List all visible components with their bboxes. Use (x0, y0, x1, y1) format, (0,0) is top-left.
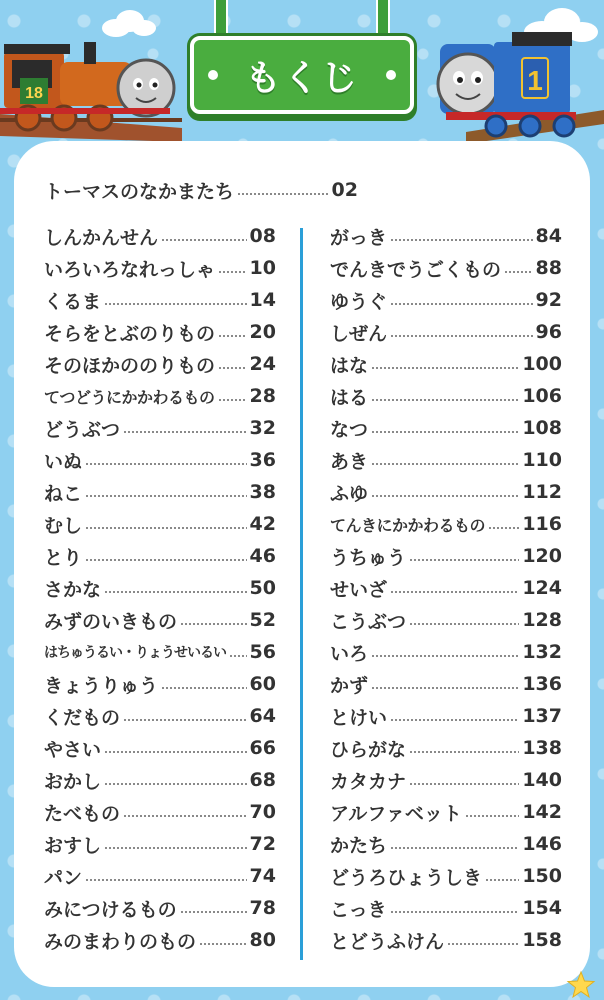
sign-dot-left (208, 70, 218, 80)
toc-entry-page: 02 (331, 179, 358, 201)
toc-entry-title: どうろひょうしき (330, 866, 483, 889)
dotted-leader (161, 239, 247, 241)
toc-entry-page: 112 (522, 481, 562, 503)
dotted-leader (504, 271, 533, 273)
toc-entry-title: ふゆ (330, 482, 369, 505)
toc-entry[interactable] (330, 348, 562, 380)
dotted-leader (123, 719, 247, 721)
toc-entry-page: 138 (522, 737, 562, 759)
toc-entry-page: 08 (249, 225, 276, 247)
toc-entry-page: 24 (249, 353, 276, 375)
toc-entry-title: みのまわりのもの (44, 930, 197, 953)
dotted-leader (371, 687, 519, 689)
toc-entry-page: 92 (535, 289, 562, 311)
page-title: もくじ (244, 57, 359, 99)
sign-dot-right (386, 70, 396, 80)
toc-entry-title: なつ (330, 418, 369, 441)
dotted-leader (85, 559, 247, 561)
toc-entry-title: おかし (44, 770, 102, 793)
dotted-leader (409, 751, 519, 753)
toc-entry[interactable] (330, 892, 562, 924)
toc-entry[interactable] (330, 828, 562, 860)
toc-entry-title: みにつけるもの (44, 898, 177, 921)
toc-entry[interactable] (330, 316, 562, 348)
toc-entry-title: きょうりゅう (44, 674, 159, 697)
toc-entry-page: 36 (249, 449, 276, 471)
dotted-leader (371, 463, 519, 465)
toc-entry[interactable] (44, 220, 276, 252)
toc-entry[interactable] (330, 668, 562, 700)
toc-entry[interactable] (44, 636, 276, 668)
toc-entry[interactable] (44, 796, 276, 828)
toc-entry-title: トーマスのなかまたち (44, 180, 235, 203)
toc-entry[interactable] (330, 252, 562, 284)
toc-entry-page: 84 (535, 225, 562, 247)
dotted-leader (85, 463, 247, 465)
toc-entry[interactable] (330, 540, 562, 572)
dotted-leader (390, 335, 533, 337)
toc-entry-page: 32 (249, 417, 276, 439)
toc-entry-title: しんかんせん (44, 226, 159, 249)
toc-entry-title: くだもの (44, 706, 121, 729)
toc-entry-title: はな (330, 354, 369, 377)
dotted-leader (371, 399, 519, 401)
toc-entry-page: 80 (249, 929, 276, 951)
dotted-leader (371, 655, 519, 657)
toc-entry-intro[interactable] (44, 174, 358, 206)
toc-entry-title: とけい (330, 706, 388, 729)
toc-entry[interactable] (44, 508, 276, 540)
toc-entry-title: せいざ (330, 578, 388, 601)
toc-entry-title: がっき (330, 226, 388, 249)
dotted-leader (85, 495, 247, 497)
toc-entry[interactable] (44, 764, 276, 796)
dotted-leader (465, 815, 519, 817)
left-engine-number: 18 (25, 85, 43, 102)
dotted-leader (180, 623, 247, 625)
dotted-leader (180, 911, 247, 913)
dotted-leader (104, 847, 247, 849)
dotted-leader (85, 879, 247, 881)
toc-entry[interactable] (330, 444, 562, 476)
dotted-leader (390, 591, 519, 593)
toc-entry-title: みずのいきもの (44, 610, 178, 633)
toc-entry[interactable] (44, 828, 276, 860)
toc-entry-title: こうぶつ (330, 610, 407, 633)
star-icon (566, 970, 596, 1000)
toc-entry-title: いぬ (44, 450, 83, 473)
toc-entry-title: あき (330, 450, 369, 473)
toc-entry-page: 137 (522, 705, 562, 727)
toc-entry-title: どうぶつ (44, 418, 121, 441)
toc-entry-title: はちゅうるい・りょうせいるい (44, 645, 226, 661)
toc-entry-page: 100 (522, 353, 562, 375)
toc-entry-title: とり (44, 546, 83, 569)
toc-entry-title: さかな (44, 578, 102, 601)
toc-entry[interactable] (44, 700, 276, 732)
dotted-leader (161, 687, 247, 689)
toc-entry-page: 124 (522, 577, 562, 599)
toc-entry-title: こっき (330, 898, 387, 921)
dotted-leader (199, 943, 247, 945)
toc-entry-page: 64 (249, 705, 276, 727)
dotted-leader (390, 719, 519, 721)
toc-entry[interactable] (330, 636, 562, 668)
toc-entry[interactable] (44, 348, 276, 380)
toc-entry[interactable] (44, 860, 276, 892)
dotted-leader (485, 879, 519, 881)
toc-entry-title: はる (330, 386, 369, 409)
toc-entry-page: 110 (522, 449, 562, 471)
dotted-leader (123, 815, 247, 817)
toc-entry[interactable] (44, 444, 276, 476)
toc-entry-title: そらをとぶのりもの (44, 322, 216, 345)
toc-entry-page: 96 (535, 321, 562, 343)
toc-entry[interactable] (44, 572, 276, 604)
dotted-leader (409, 783, 519, 785)
toc-entry-page: 108 (522, 417, 562, 439)
toc-entry-title: かず (330, 674, 369, 697)
toc-entry-page: 10 (249, 257, 276, 279)
toc-entry[interactable] (44, 316, 276, 348)
toc-entry[interactable] (330, 732, 562, 764)
toc-entry-title: アルファベット (330, 802, 462, 825)
toc-entry-title: ゆうぐ (330, 290, 388, 313)
dotted-leader (390, 911, 520, 913)
toc-entry[interactable] (330, 796, 562, 828)
right-engine-number: 1 (527, 65, 543, 96)
toc-entry[interactable] (330, 380, 562, 412)
toc-entry-page: 20 (249, 321, 276, 343)
column-divider (300, 228, 303, 960)
toc-entry-title: てつどうにかかわるもの (44, 387, 215, 407)
dotted-leader (237, 193, 329, 195)
toc-entry-page: 78 (249, 897, 276, 919)
toc-entry[interactable] (330, 476, 562, 508)
dotted-leader (447, 943, 519, 945)
toc-entry-page: 106 (522, 385, 562, 407)
toc-entry-title: たべもの (44, 802, 121, 825)
toc-entry-title: かたち (330, 834, 388, 857)
dotted-leader (371, 367, 519, 369)
toc-entry[interactable] (44, 924, 276, 956)
toc-entry-page: 150 (522, 865, 562, 887)
toc-entry[interactable] (44, 668, 276, 700)
toc-entry-title: うちゅう (330, 546, 407, 569)
toc-entry-title: しぜん (330, 322, 388, 345)
toc-entry-page: 60 (249, 673, 276, 695)
toc-entry[interactable] (330, 284, 562, 316)
toc-entry[interactable] (44, 604, 276, 636)
toc-entry-page: 56 (249, 641, 276, 663)
toc-entry-page: 68 (249, 769, 276, 791)
toc-entry-page: 74 (249, 865, 276, 887)
toc-entry-title: やさい (44, 738, 102, 761)
toc-entry-page: 50 (249, 577, 276, 599)
toc-entry-title: でんきでうごくもの (330, 258, 502, 281)
toc-entry[interactable] (44, 252, 276, 284)
toc-entry[interactable] (330, 508, 562, 540)
dotted-leader (371, 431, 519, 433)
dotted-leader (390, 239, 533, 241)
toc-entry-page: 140 (522, 769, 562, 791)
toc-entry-page: 52 (249, 609, 276, 631)
toc-entry[interactable] (330, 924, 562, 956)
toc-entry-title: パン (44, 866, 83, 889)
dotted-leader (104, 783, 247, 785)
toc-entry-page: 158 (522, 929, 562, 951)
toc-entry-page: 46 (249, 545, 276, 567)
toc-entry-page: 14 (249, 289, 276, 311)
toc-entry-page: 120 (522, 545, 562, 567)
toc-entry-page: 132 (522, 641, 562, 663)
dotted-leader (104, 751, 247, 753)
toc-entry-title: とどうふけん (330, 930, 445, 953)
toc-entry[interactable] (330, 764, 562, 796)
toc-entry-title: ねこ (44, 482, 83, 505)
toc-entry[interactable] (44, 892, 276, 924)
toc-entry[interactable] (44, 732, 276, 764)
dotted-leader (85, 527, 247, 529)
toc-entry[interactable] (330, 572, 562, 604)
dotted-leader (229, 655, 247, 657)
dotted-leader (218, 399, 247, 401)
toc-entry-page: 66 (249, 737, 276, 759)
toc-entry[interactable] (330, 604, 562, 636)
toc-entry-page: 136 (522, 673, 562, 695)
toc-entry[interactable] (44, 476, 276, 508)
dotted-leader (488, 527, 519, 529)
toc-entry-page: 70 (249, 801, 276, 823)
toc-entry[interactable] (44, 540, 276, 572)
toc-entry-page: 28 (249, 385, 276, 407)
dotted-leader (218, 367, 247, 369)
toc-entry-title: そのほかののりもの (44, 354, 216, 377)
dotted-leader (371, 495, 519, 497)
toc-entry-title: いろ (330, 642, 369, 665)
toc-entry[interactable] (330, 220, 562, 252)
dotted-leader (409, 559, 519, 561)
toc-entry[interactable] (44, 380, 276, 412)
toc-entry-title: おすし (44, 834, 102, 857)
toc-entry-page: 142 (522, 801, 562, 823)
toc-entry-page: 72 (249, 833, 276, 855)
toc-entry[interactable] (44, 284, 276, 316)
dotted-leader (218, 271, 247, 273)
dotted-leader (390, 847, 519, 849)
toc-entry-page: 38 (249, 481, 276, 503)
dotted-leader (123, 431, 247, 433)
toc-entry[interactable] (330, 412, 562, 444)
toc-entry-title: ひらがな (330, 738, 407, 761)
toc-entry-page: 128 (522, 609, 562, 631)
toc-entry-title: むし (44, 514, 83, 537)
toc-entry-title: カタカナ (330, 770, 407, 793)
orange-engine-illustration (0, 18, 182, 142)
toc-entry-page: 154 (522, 897, 562, 919)
title-sign (190, 36, 414, 114)
toc-entry[interactable] (330, 700, 562, 732)
dotted-leader (104, 303, 247, 305)
toc-entry-page: 116 (522, 513, 562, 535)
toc-entry[interactable] (44, 412, 276, 444)
toc-entry-page: 146 (522, 833, 562, 855)
dotted-leader (104, 591, 247, 593)
toc-entry-page: 88 (535, 257, 562, 279)
toc-entry-page: 42 (249, 513, 276, 535)
toc-entry[interactable] (330, 860, 562, 892)
dotted-leader (409, 623, 519, 625)
toc-entry-title: てんきにかかわるもの (330, 515, 486, 535)
blue-engine-illustration (426, 14, 604, 144)
toc-entry-title: いろいろなれっしゃ (44, 258, 216, 281)
dotted-leader (218, 335, 247, 337)
toc-entry-title: くるま (44, 290, 102, 313)
dotted-leader (390, 303, 533, 305)
